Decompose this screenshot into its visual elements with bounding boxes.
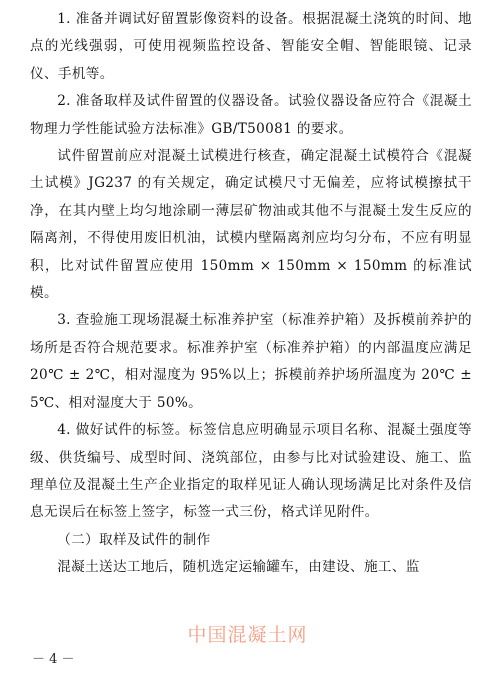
document-body [30,6,472,582]
paragraph-5: 4. 做好试件的标签。标签信息应明确显示项目名称、混凝土强度等级、供货编号、成型时间、浇筑部位，由参与比对试验建设、施工、监理单位及混凝土生产企业指定的取样见证人确认现场满足比对条件及信息无误后在标签上签字，标签一式三份，格式详见附件。 [30,422,472,521]
page-number: － 4 － [32,652,75,667]
paragraph-3: 试件留置前应对混凝土试模进行核查，确定混凝土试模符合《混凝土试模》JG237 的有关规定，确定试模尺寸无偏差，应将试模擦拭干净，在其内壁上均匀地涂刷一薄层矿物油或其他不与混凝土发生反应的隔离剂，不得使用废旧机油，试模内壁隔离剂应均匀分布，不应有明显积，比对试件留置应使用 150mm × 150mm × 150mm 的标准试模。 [30,148,472,302]
paragraph-1: 1. 准备并调试好留置影像资料的设备。根据混凝土浇筑的时间、地点的光线强弱，可使用视频监控设备、智能安全帽、智能眼镜、记录仪、手机等。 [30,11,472,82]
paragraph-2: 2. 准备取样及试件留置的仪器设备。试验仪器设备应符合《混凝土物理力学性能试验方法标准》GB/T50081 的要求。 [30,93,472,137]
paragraph-6: 混凝土送达工地后，随机选定运输罐车，由建设、施工、监 [57,559,420,576]
paragraph-4: 3. 查验施工现场混凝土标准养护室（标准养护箱）及拆模前养护的场所是否符合规范要求。标准养护室（标准养护箱）的内部温度应满足 20℃ ± 2℃，相对湿度为 95%以上；拆模前养护场所温度为 20℃ ± 5℃、相对湿度大于 50%。 [30,312,472,411]
watermark: 中国混凝土网 [187,624,308,646]
section-heading: （二）取样及试件的制作 [57,531,211,548]
